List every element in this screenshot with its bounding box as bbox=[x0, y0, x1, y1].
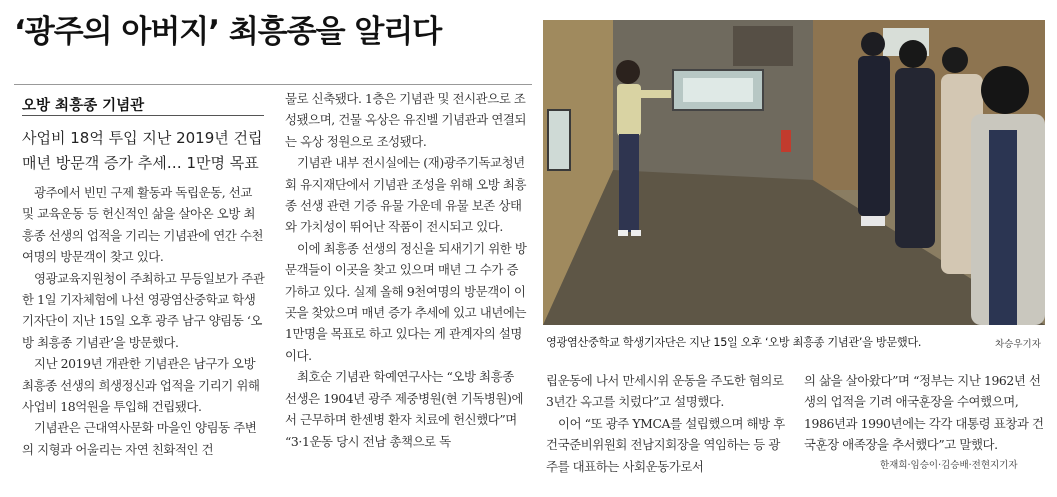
section-label: 오방 최흥종 기념관 bbox=[22, 98, 145, 114]
body-column-1 bbox=[22, 182, 265, 460]
paragraph: 광주에서 빈민 구제 활동과 독립운동, 선교 및 교육운동 등 헌신적인 삶을 살아온 오방 최흥종 선생의 업적을 기리는 기념관에 연간 수천여명의 방문객이 찾고 있다. bbox=[22, 185, 264, 265]
article-photo bbox=[543, 20, 1045, 325]
museum-visit-photo bbox=[543, 20, 1045, 325]
paragraph: 이어 “또 광주 YMCA를 설립했으며 해방 후 건국준비위원회 전남지회장을 역임하는 등 광주를 대표하는 사회운동가로서 bbox=[546, 415, 785, 474]
paragraph: 기념관 내부 전시실에는 (재)광주기독교청년회 유지재단에서 기념관 조성을 위해 오방 최흥종 선생 관련 기증 유물 가운데 유물 보존 상태와 가치성이 뛰어난 작품이 전시되고 있다. bbox=[285, 155, 527, 235]
paragraph: 지난 2019년 개관한 기념관은 남구가 오방 최흥종 선생의 희생정신과 업적을 기리기 위해 사업비 18억원을 투입해 건립됐다. bbox=[22, 356, 260, 415]
paragraph: 최호순 기념관 학예연구사는 “오방 최흥종 선생은 1904년 광주 제중병원(현 기독병원)에서 근무하며 한센병 환자 치료에 헌신했다”며 “3·1운동 당시 전남 총책으로 독 bbox=[285, 369, 524, 449]
photo-credit: 차승우기자 bbox=[995, 339, 1041, 350]
body-column-4 bbox=[804, 370, 1046, 456]
paragraph: 영광교육지원청이 주최하고 무등일보가 주관한 1일 기자체험에 나선 영광염산중학교 학생기자단이 지난 15일 오후 광주 남구 양림동 ‘오방 최흥종 기념관’을 방문했다. bbox=[22, 270, 265, 350]
subheadline-line: 매년 방문객 증가 추세… 1만명 목표 bbox=[22, 154, 259, 172]
section-divider bbox=[22, 115, 264, 116]
paragraph: 이에 최흥종 선생의 정신을 되새기기 위한 방문객들이 이곳을 찾고 있으며 매년 그 수가 증가하고 있다. 실제 올해 9천여명의 방문객이 이곳을 찾았으며 매년 증가 추세에 있고 내년에는 1만명을 목표로 하고 있다는 게 관계자의 설명이다. bbox=[285, 240, 527, 363]
article-byline: 한재희·임승이·김승배·전현지기자 bbox=[880, 460, 1018, 471]
subheadline-line: 사업비 18억 투입 지난 2019년 건립 bbox=[22, 129, 263, 147]
headline-divider bbox=[14, 84, 532, 85]
article-headline: ‘광주의 아버지’ 최흥종을 알리다 bbox=[14, 14, 442, 50]
body-column-3 bbox=[546, 370, 788, 477]
photo-caption: 영광염산중학교 학생기자단은 지난 15일 오후 ‘오방 최흥종 기념관’을 방문했다. bbox=[546, 336, 922, 349]
body-column-2 bbox=[285, 88, 528, 452]
paragraph: 립운동에 나서 만세시위 운동을 주도한 혐의로 3년간 옥고를 치렀다”고 설명했다. bbox=[546, 373, 784, 410]
paragraph: 기념관은 근대역사문화 마을인 양림동 주변의 지형과 어울리는 자연 친화적인 건 bbox=[22, 420, 257, 457]
paragraph: 물로 신축됐다. 1층은 기념관 및 전시관으로 조성됐으며, 건물 옥상은 유진벨 기념관과 연결되는 옥상 정원으로 조성됐다. bbox=[285, 91, 527, 149]
article-subheadline bbox=[22, 126, 263, 176]
paragraph: 의 삶을 살아왔다”며 “정부는 지난 1962년 선생의 업적을 기려 애국훈장을 수여했으며, 1986년과 1990년에는 각각 대통령 표창과 건국훈장 애족장을 추서했다”고 말했다. bbox=[804, 373, 1044, 453]
